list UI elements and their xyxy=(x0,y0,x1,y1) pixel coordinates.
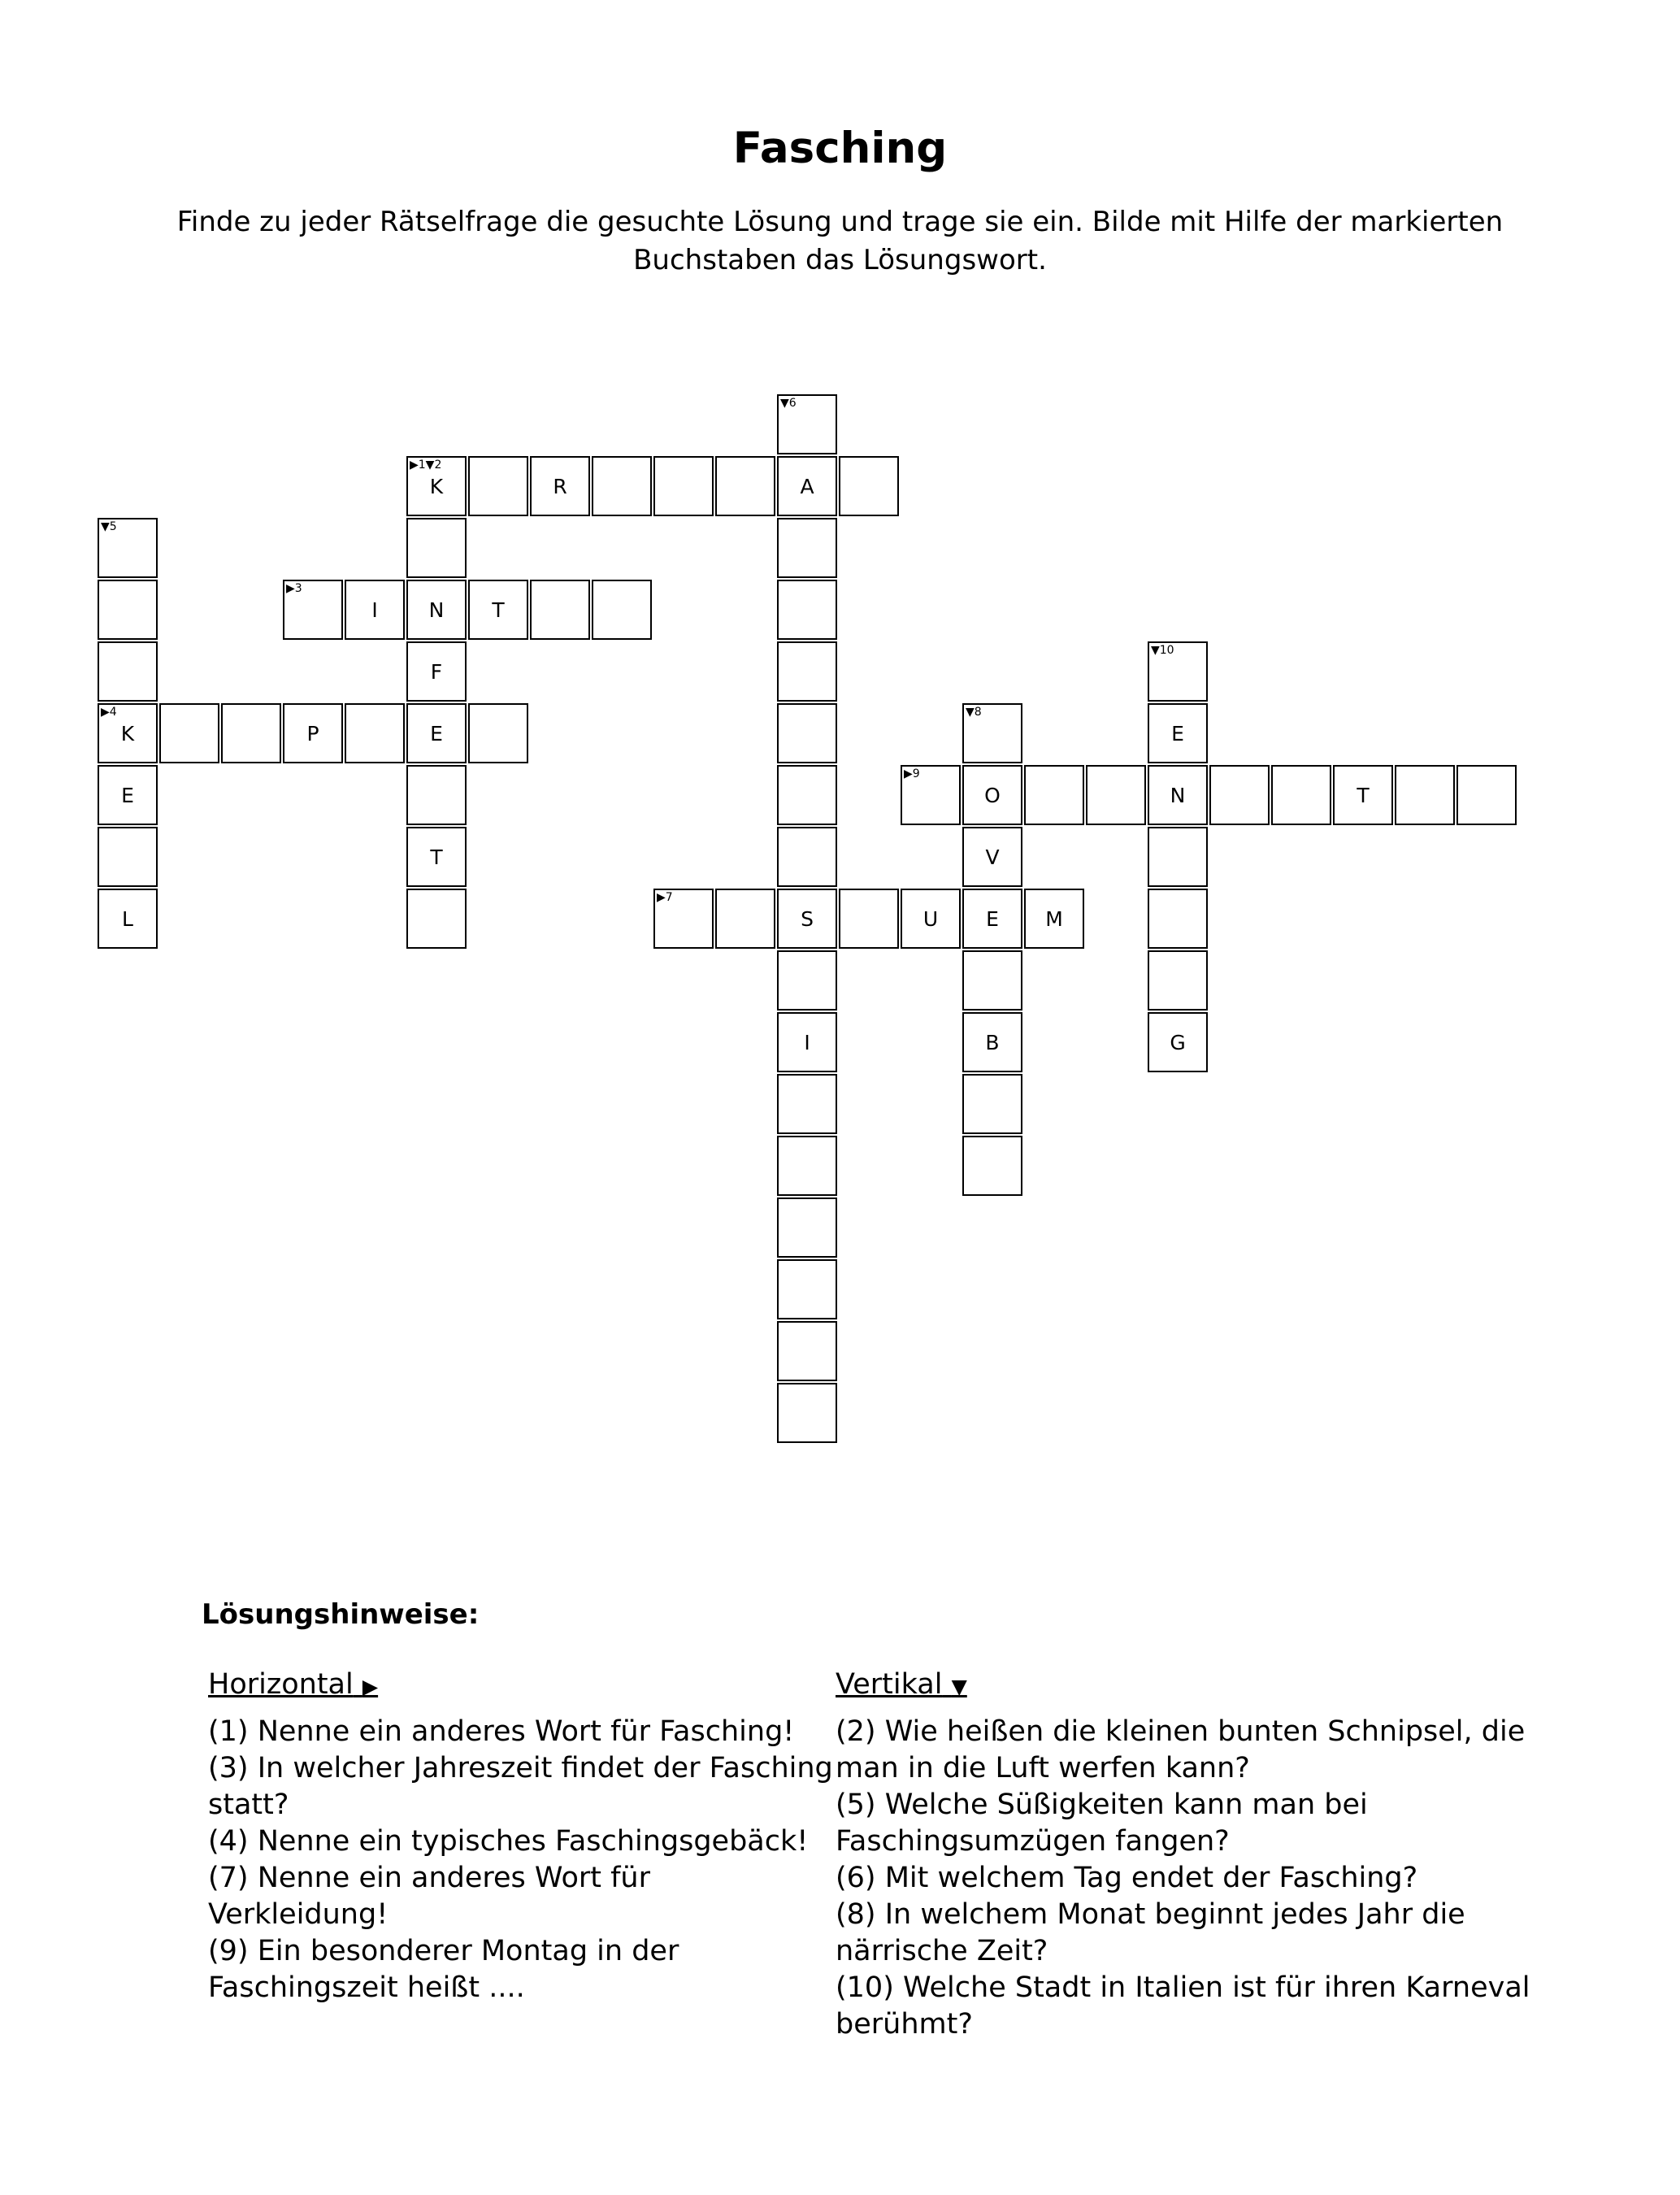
clue-number: ▶7 xyxy=(657,891,673,904)
crossword-cell[interactable] xyxy=(962,889,1022,949)
crossword-cell[interactable] xyxy=(777,1259,837,1319)
horizontal-header xyxy=(208,1667,378,1705)
crossword-cell[interactable] xyxy=(777,518,837,578)
crossword-cell[interactable] xyxy=(777,1074,837,1134)
cell-letter: N xyxy=(1170,783,1186,807)
crossword-cell[interactable] xyxy=(283,703,343,763)
clue-4-across: (4) Nenne ein typisches Faschingsgebäck! xyxy=(208,1825,809,1858)
crossword-cell[interactable] xyxy=(962,1012,1022,1072)
crossword-cell[interactable] xyxy=(777,889,837,949)
crossword-cell[interactable] xyxy=(221,703,281,763)
crossword-cell[interactable] xyxy=(468,703,528,763)
cell-letter: E xyxy=(986,906,999,931)
clue-2-down: (2) Wie heißen die kleinen bunten Schnipsel, die man in die Luft werfen kann? xyxy=(836,1715,1526,1784)
crossword-cell[interactable] xyxy=(1148,950,1208,1011)
clue-8-down: (8) In welchem Monat beginnt jedes Jahr die närrische Zeit? xyxy=(836,1898,1465,1967)
clue-7-across: (7) Nenne ein anderes Wort für Verkleidung! xyxy=(208,1862,651,1931)
cell-letter: L xyxy=(122,906,133,931)
clue-3-across: (3) In welcher Jahreszeit findet der Fasching statt? xyxy=(208,1752,833,1821)
crossword-cell[interactable] xyxy=(1333,765,1393,825)
cell-letter: T xyxy=(430,845,443,869)
crossword-cell[interactable] xyxy=(777,394,837,454)
crossword-cell[interactable] xyxy=(962,827,1022,887)
cell-letter: F xyxy=(430,659,443,684)
cell-letter: R xyxy=(553,474,567,498)
crossword-cell[interactable] xyxy=(901,889,961,949)
crossword-cell[interactable] xyxy=(1148,765,1208,825)
crossword-cell[interactable] xyxy=(777,580,837,640)
cell-letter: U xyxy=(922,906,939,931)
crossword-cell[interactable] xyxy=(98,641,158,702)
horizontal-clues xyxy=(208,1667,834,2006)
cell-letter: T xyxy=(492,598,505,622)
clue-number: ▼10 xyxy=(1151,644,1174,657)
crossword-cell[interactable] xyxy=(1024,765,1084,825)
crossword-cell[interactable] xyxy=(1456,765,1517,825)
cell-letter: A xyxy=(800,474,814,498)
arrow-down-icon: ▼ xyxy=(951,1675,967,1698)
crossword-cell[interactable] xyxy=(777,1012,837,1072)
horizontal-label: Horizontal xyxy=(208,1668,354,1701)
crossword-cell[interactable] xyxy=(406,827,467,887)
crossword-cell[interactable] xyxy=(777,703,837,763)
crossword-cell[interactable] xyxy=(1148,889,1208,949)
cell-letter: T xyxy=(1357,783,1370,807)
crossword-cell[interactable] xyxy=(653,456,714,516)
crossword-cell[interactable] xyxy=(777,1136,837,1196)
crossword-cell[interactable] xyxy=(159,703,219,763)
cell-letter: K xyxy=(120,721,135,745)
clue-9-across: (9) Ein besonderer Montag in der Faschingszeit heißt .... xyxy=(208,1935,679,2004)
crossword-cell[interactable] xyxy=(1148,703,1208,763)
crossword-cell[interactable] xyxy=(345,580,405,640)
crossword-cell[interactable] xyxy=(962,703,1022,763)
cell-letter: E xyxy=(1171,721,1184,745)
cell-letter: I xyxy=(371,598,378,622)
clue-1-across: (1) Nenne ein anderes Wort für Fasching! xyxy=(208,1715,795,1748)
clue-number: ▶1▼2 xyxy=(410,459,442,472)
clue-5-down: (5) Welche Süßigkeiten kann man bei Faschingsumzügen fangen? xyxy=(836,1789,1368,1858)
crossword-cell[interactable] xyxy=(468,580,528,640)
cell-letter: P xyxy=(306,721,319,745)
vertical-header xyxy=(836,1667,967,1705)
vertical-clues xyxy=(836,1667,1535,2043)
crossword-cell[interactable] xyxy=(777,827,837,887)
crossword-cell[interactable] xyxy=(1148,1012,1208,1072)
cell-letter: O xyxy=(984,783,1001,807)
crossword-cell[interactable] xyxy=(839,456,899,516)
crossword-cell[interactable] xyxy=(777,765,837,825)
vertical-label: Vertikal xyxy=(836,1668,943,1701)
arrow-right-icon: ▶ xyxy=(362,1675,379,1698)
crossword-cell[interactable] xyxy=(962,1074,1022,1134)
crossword-cell[interactable] xyxy=(345,703,405,763)
crossword-cell[interactable] xyxy=(777,1197,837,1258)
cell-letter: G xyxy=(1170,1030,1186,1054)
crossword-cell[interactable] xyxy=(406,889,467,949)
crossword-cell[interactable] xyxy=(98,518,158,578)
cell-letter: E xyxy=(121,783,134,807)
cell-letter: S xyxy=(801,906,814,931)
crossword-cell[interactable] xyxy=(98,580,158,640)
clue-10-down: (10) Welche Stadt in Italien ist für ihren Karneval berühmt? xyxy=(836,1971,1530,2041)
crossword-cell[interactable] xyxy=(406,703,467,763)
crossword-cell[interactable] xyxy=(1148,641,1208,702)
clue-number: ▼8 xyxy=(966,706,982,719)
crossword-cell[interactable] xyxy=(98,765,158,825)
crossword-cell[interactable] xyxy=(962,950,1022,1011)
instructions: Finde zu jeder Rätselfrage die gesuchte Lösung und trage sie ein. Bilde mit Hilfe der markierten Buchstaben das Lösungswort. xyxy=(176,206,1504,276)
crossword-cell[interactable] xyxy=(839,889,899,949)
cell-letter: M xyxy=(1045,906,1063,931)
clue-6-down: (6) Mit welchem Tag endet der Fasching? xyxy=(836,1862,1418,1894)
crossword-cell[interactable] xyxy=(777,1321,837,1381)
crossword-cell[interactable] xyxy=(530,456,590,516)
cell-letter: V xyxy=(985,845,1000,869)
cell-letter: K xyxy=(429,474,444,498)
clue-number: ▼6 xyxy=(780,397,797,410)
crossword-cell[interactable] xyxy=(468,456,528,516)
crossword-cell[interactable] xyxy=(592,456,652,516)
clue-number: ▼5 xyxy=(101,520,117,533)
crossword-cell[interactable] xyxy=(777,456,837,516)
crossword-cell[interactable] xyxy=(406,456,467,516)
crossword-cell[interactable] xyxy=(592,580,652,640)
crossword-cell[interactable] xyxy=(1209,765,1270,825)
cell-letter: B xyxy=(985,1030,1000,1054)
hints-heading: Lösungshinweise: xyxy=(202,1598,480,1631)
crossword-cell[interactable] xyxy=(98,827,158,887)
crossword-cell[interactable] xyxy=(406,765,467,825)
crossword-cell[interactable] xyxy=(283,580,343,640)
crossword-cell[interactable] xyxy=(777,641,837,702)
crossword-cell[interactable] xyxy=(901,765,961,825)
page-title: Fasching xyxy=(732,124,948,173)
crossword-cell[interactable] xyxy=(1271,765,1331,825)
clue-number: ▶3 xyxy=(286,582,302,595)
crossword-cell[interactable] xyxy=(777,950,837,1011)
crossword-cell[interactable] xyxy=(715,456,775,516)
crossword-cell[interactable] xyxy=(98,889,158,949)
crossword-cell[interactable] xyxy=(1148,827,1208,887)
cell-letter: E xyxy=(430,721,443,745)
crossword-cell[interactable] xyxy=(1395,765,1455,825)
crossword-cell[interactable] xyxy=(406,580,467,640)
crossword-cell[interactable] xyxy=(406,518,467,578)
crossword-cell[interactable] xyxy=(715,889,775,949)
clue-number: ▶4 xyxy=(101,706,117,719)
crossword-cell[interactable] xyxy=(962,765,1022,825)
clue-number: ▶9 xyxy=(904,767,920,780)
crossword-cell[interactable] xyxy=(653,889,714,949)
cell-letter: I xyxy=(804,1030,810,1054)
crossword-cell[interactable] xyxy=(1024,889,1084,949)
crossword-cell[interactable] xyxy=(530,580,590,640)
crossword-cell[interactable] xyxy=(777,1383,837,1443)
cell-letter: N xyxy=(428,598,445,622)
crossword-cell[interactable] xyxy=(1086,765,1146,825)
crossword-cell[interactable] xyxy=(406,641,467,702)
crossword-cell[interactable] xyxy=(962,1136,1022,1196)
crossword-cell[interactable] xyxy=(98,703,158,763)
